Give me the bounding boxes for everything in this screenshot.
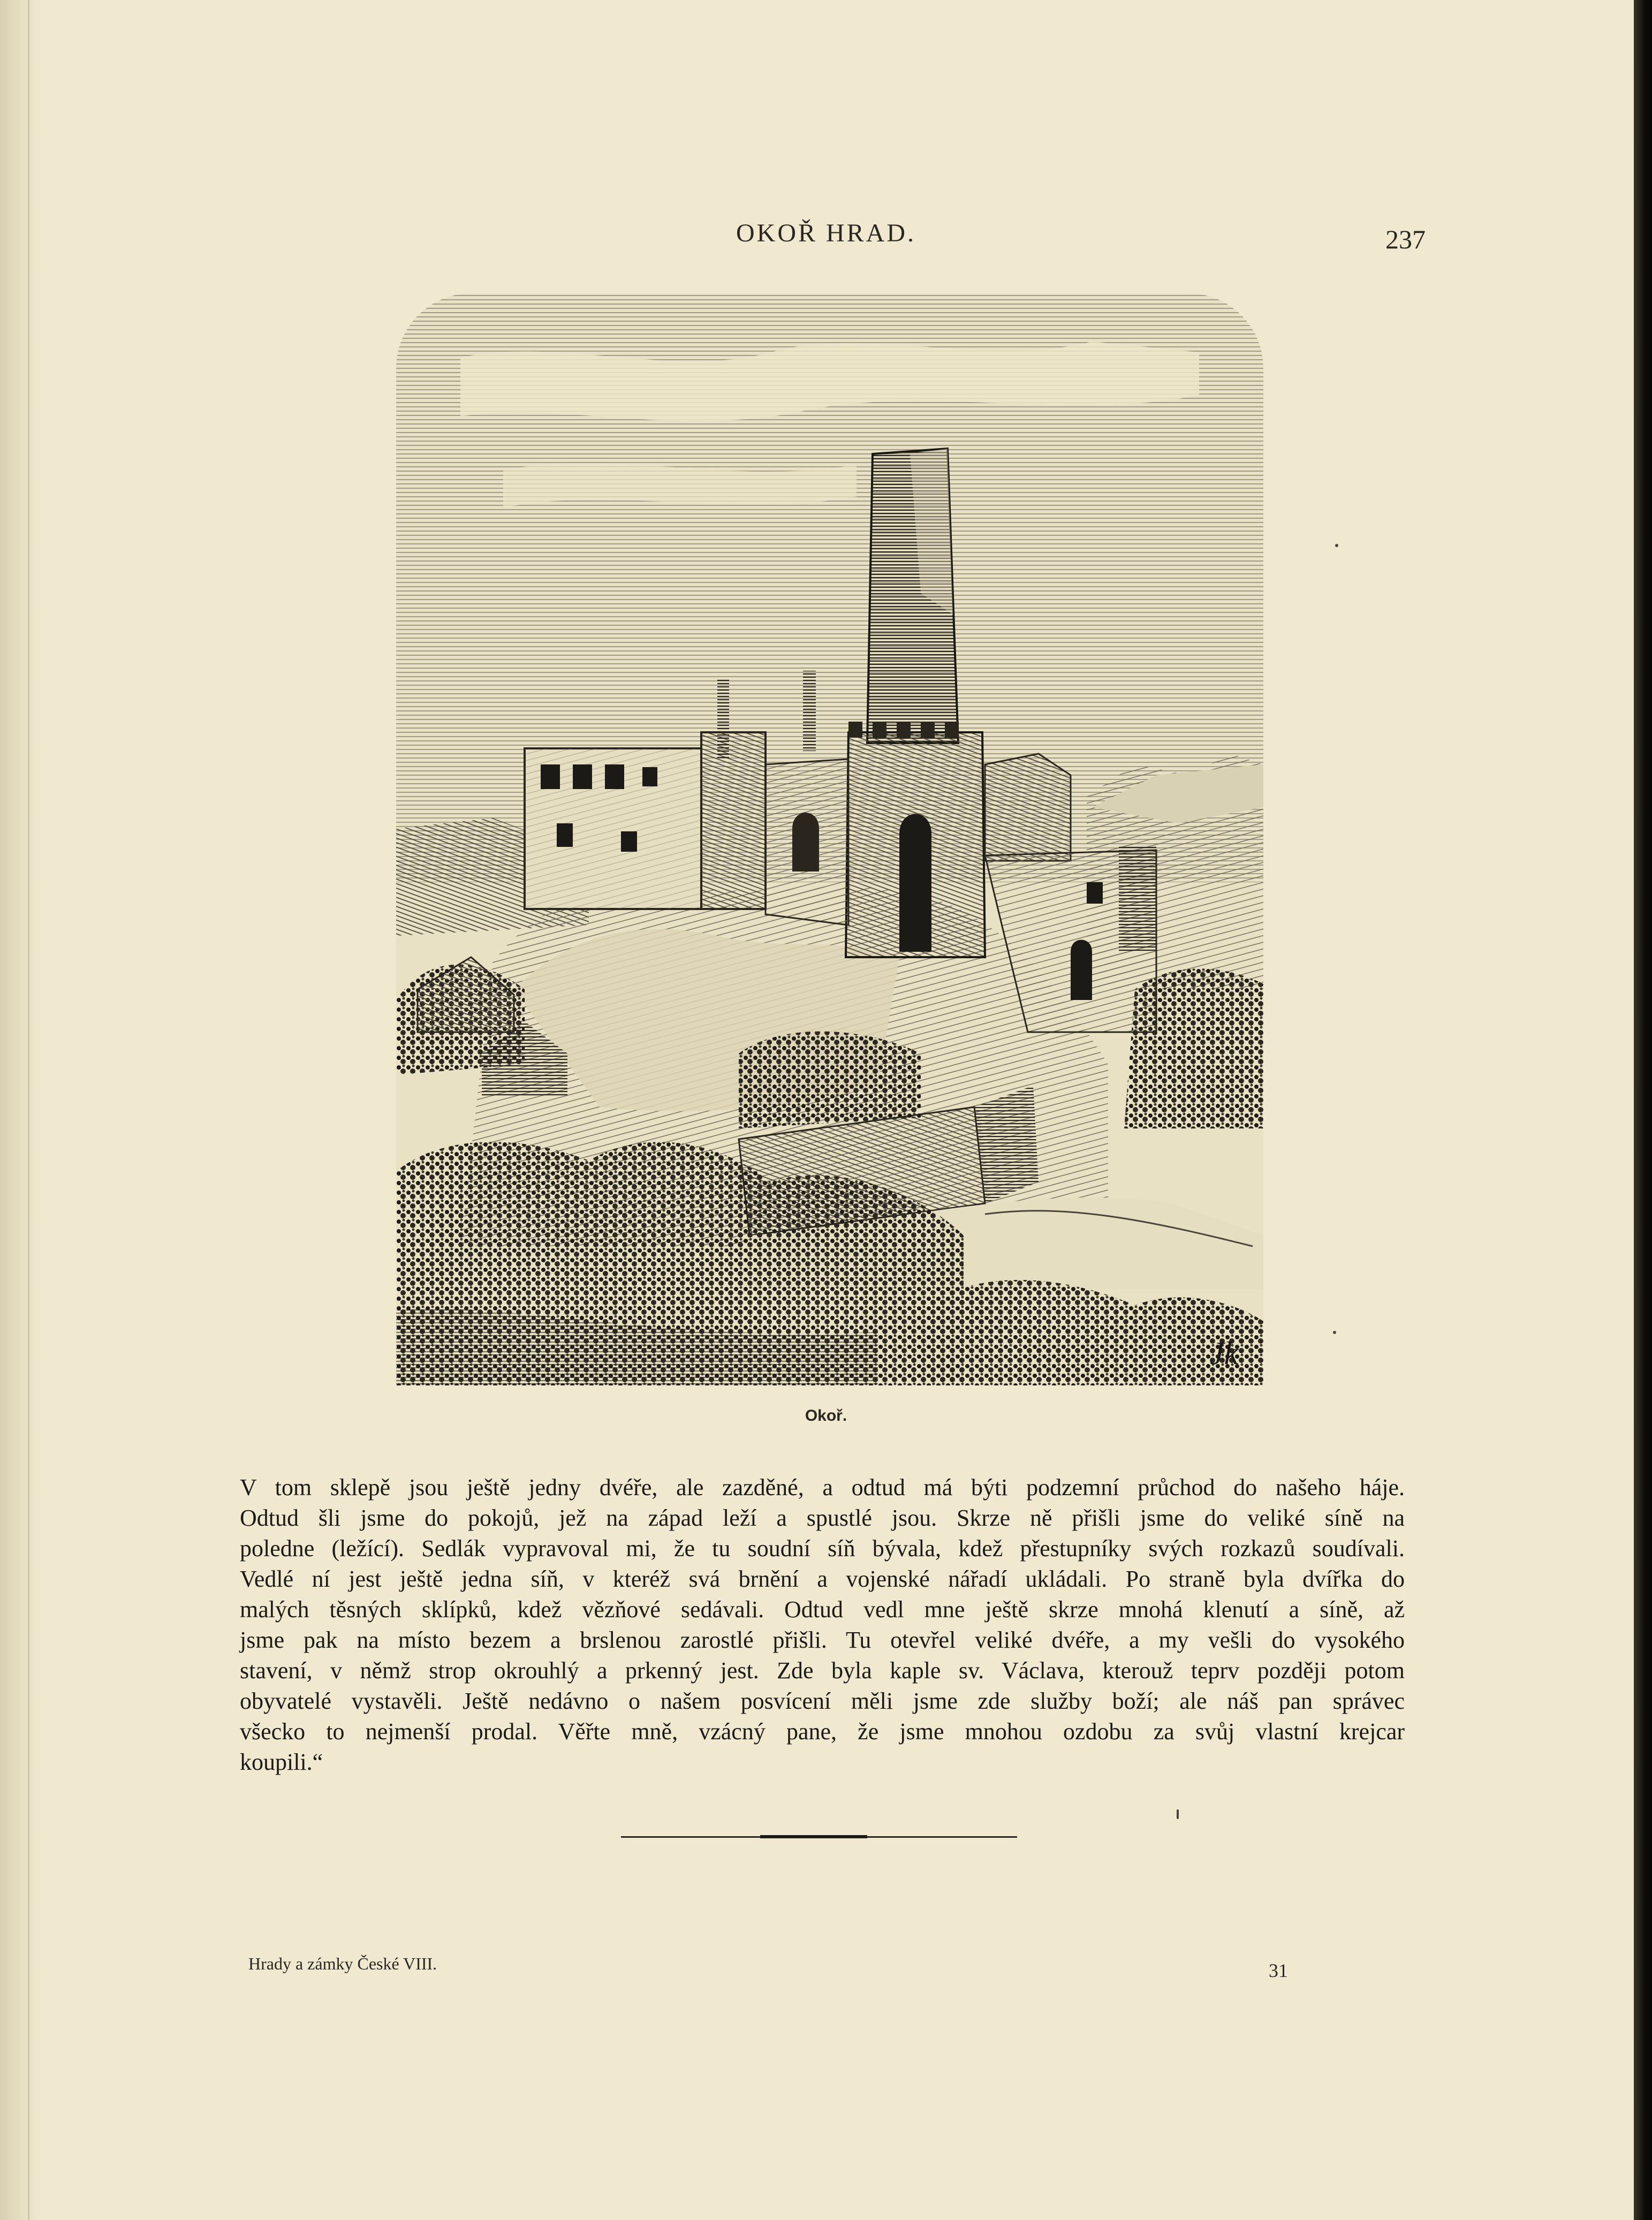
engraving-illustration bbox=[396, 293, 1263, 1385]
body-line: poledne (ležící). Sedlák vypravoval mi, že tu soudní síň bývala, kdež přestupníky svých rozkazů soudívali. bbox=[240, 1535, 1405, 1562]
scan-edge bbox=[1634, 0, 1652, 2220]
body-line: Odtud šli jsme do pokojů, jež na západ leží a spustlé jsou. Skrze ně přišli jsme do veliké síně na bbox=[240, 1505, 1405, 1531]
body-paragraph bbox=[240, 1472, 1405, 1777]
print-speck bbox=[1335, 544, 1338, 547]
body-line: koupili.“ bbox=[240, 1749, 323, 1775]
body-line: stavení, v němž strop okrouhlý a prkenný jest. Zde byla kaple sv. Václava, kterouž teprv později potom bbox=[240, 1657, 1405, 1684]
body-line: V tom sklepě jsou ještě jedny dvéře, ale zazděné, a odtud má býti podzemní průchod do našeho háje. bbox=[240, 1474, 1405, 1501]
engraver-monogram: Jk bbox=[1210, 1336, 1239, 1371]
print-speck bbox=[1333, 1331, 1336, 1334]
page-number: 237 bbox=[1385, 224, 1426, 254]
castle-engraving bbox=[396, 293, 1263, 1385]
body-line: jsme pak na místo bezem a brslenou zarostlé přišli. Tu otevřel veliké dvéře, a my vešli do vysokého bbox=[240, 1627, 1405, 1653]
body-line: všecko to nejmenší prodal. Věřte mně, vzácný pane, že jsme mnohou ozdobu za svůj vlastní krejcar bbox=[240, 1718, 1405, 1745]
section-divider-accent bbox=[760, 1835, 867, 1838]
page-binding-shadow bbox=[0, 0, 42, 2220]
body-line: obyvatelé vystavěli. Ještě nedávno o našem posvícení měli jsme zde služby boží; ale náš pan správec bbox=[240, 1688, 1405, 1714]
running-title: OKOŘ HRAD. bbox=[736, 219, 916, 247]
body-line: malých těsných sklípků, kdež vězňové sedávali. Odtud vedl mne ještě skrze mnohá klenutí a síně, až bbox=[240, 1596, 1405, 1623]
figure-caption: Okoř. bbox=[805, 1407, 847, 1425]
signature-mark: Hrady a zámky České VIII. bbox=[248, 1954, 437, 1973]
body-line: Vedlé ní jest ještě jedna síň, v kteréž svá brnění a vojenské nářadí ukládali. Po straně byla dvířka do bbox=[240, 1566, 1405, 1592]
sheet-number: 31 bbox=[1269, 1960, 1288, 1981]
print-speck bbox=[1177, 1809, 1179, 1819]
binding-rule bbox=[28, 0, 29, 2220]
